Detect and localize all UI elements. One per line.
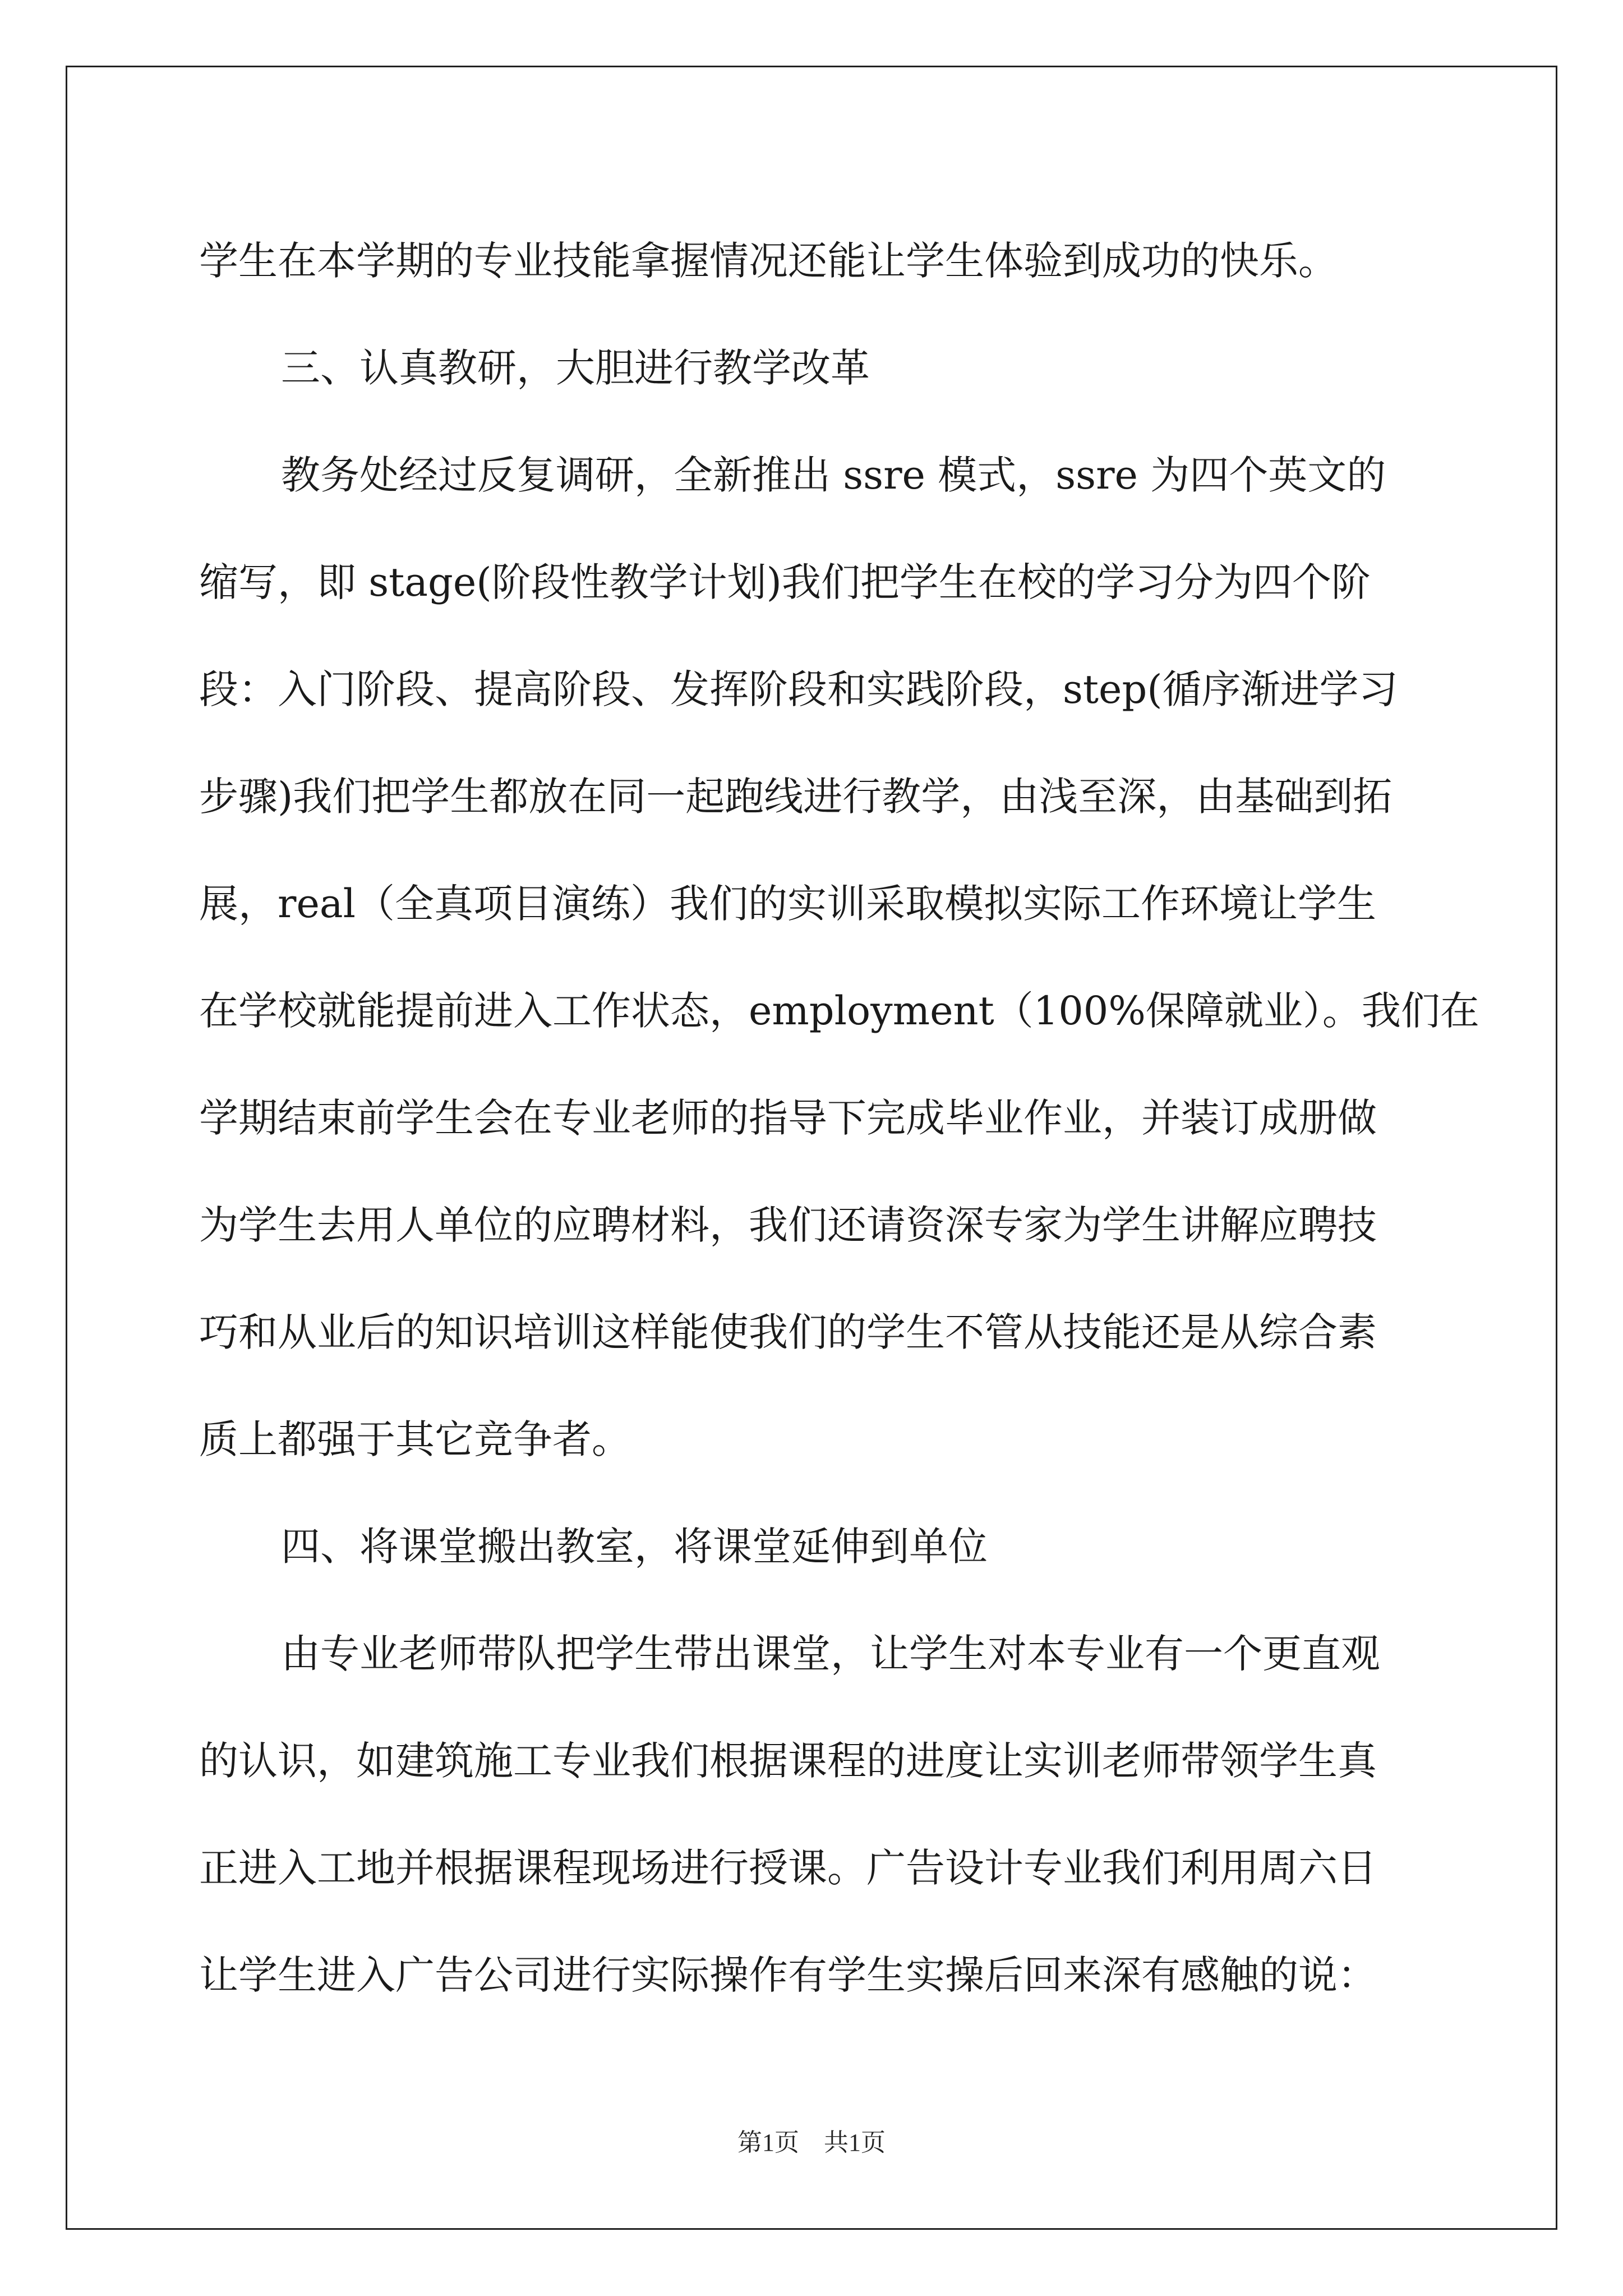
text-line: 缩写，即 stage(阶段性教学计划)我们把学生在校的学习分为四个阶 (199, 559, 1371, 605)
section-heading: 四、将课堂搬出教室，将课堂延伸到单位 (281, 1524, 988, 1570)
text-line: 步骤)我们把学生都放在同一起跑线进行教学，由浅至深，由基础到拓 (199, 774, 1393, 820)
page-number-footer: 第1页 共1页 (737, 2129, 886, 2156)
text-line: 的认识，如建筑施工专业我们根据课程的进度让实训老师带领学生真 (199, 1738, 1377, 1784)
text-line: 正进入工地并根据课程现场进行授课。广告设计专业我们利用周六日 (199, 1845, 1377, 1891)
document-body (199, 208, 1479, 2029)
section-heading: 三、认真教研，大胆进行教学改革 (281, 345, 870, 391)
text-line: 段：入门阶段、提高阶段、发挥阶段和实践阶段，step(循序渐进学习 (199, 666, 1398, 712)
text-line: 教务处经过反复调研，全新推出 ssre 模式，ssre 为四个英文的 (281, 452, 1386, 498)
text-line: 展，real（全真项目演练）我们的实训采取模拟实际工作环境让学生 (199, 881, 1377, 927)
text-line: 学生在本学期的专业技能拿握情况还能让学生体验到成功的快乐。 (199, 238, 1338, 284)
text-line: 巧和从业后的知识培训这样能使我们的学生不管从技能还是从综合素 (199, 1309, 1377, 1355)
text-line: 由专业老师带队把学生带出课堂，让学生对本专业有一个更直观 (281, 1631, 1380, 1677)
text-line: 质上都强于其它竞争者。 (199, 1416, 631, 1462)
text-line: 为学生去用人单位的应聘材料，我们还请资深专家为学生讲解应聘技 (199, 1202, 1377, 1248)
text-line: 让学生进入广告公司进行实际操作有学生实操后回来深有感触的说： (199, 1952, 1377, 1998)
text-line: 学期结束前学生会在专业老师的指导下完成毕业作业，并装订成册做 (199, 1095, 1377, 1141)
text-line: 在学校就能提前进入工作状态，employment（100%保障就业）。我们在 (199, 988, 1479, 1034)
